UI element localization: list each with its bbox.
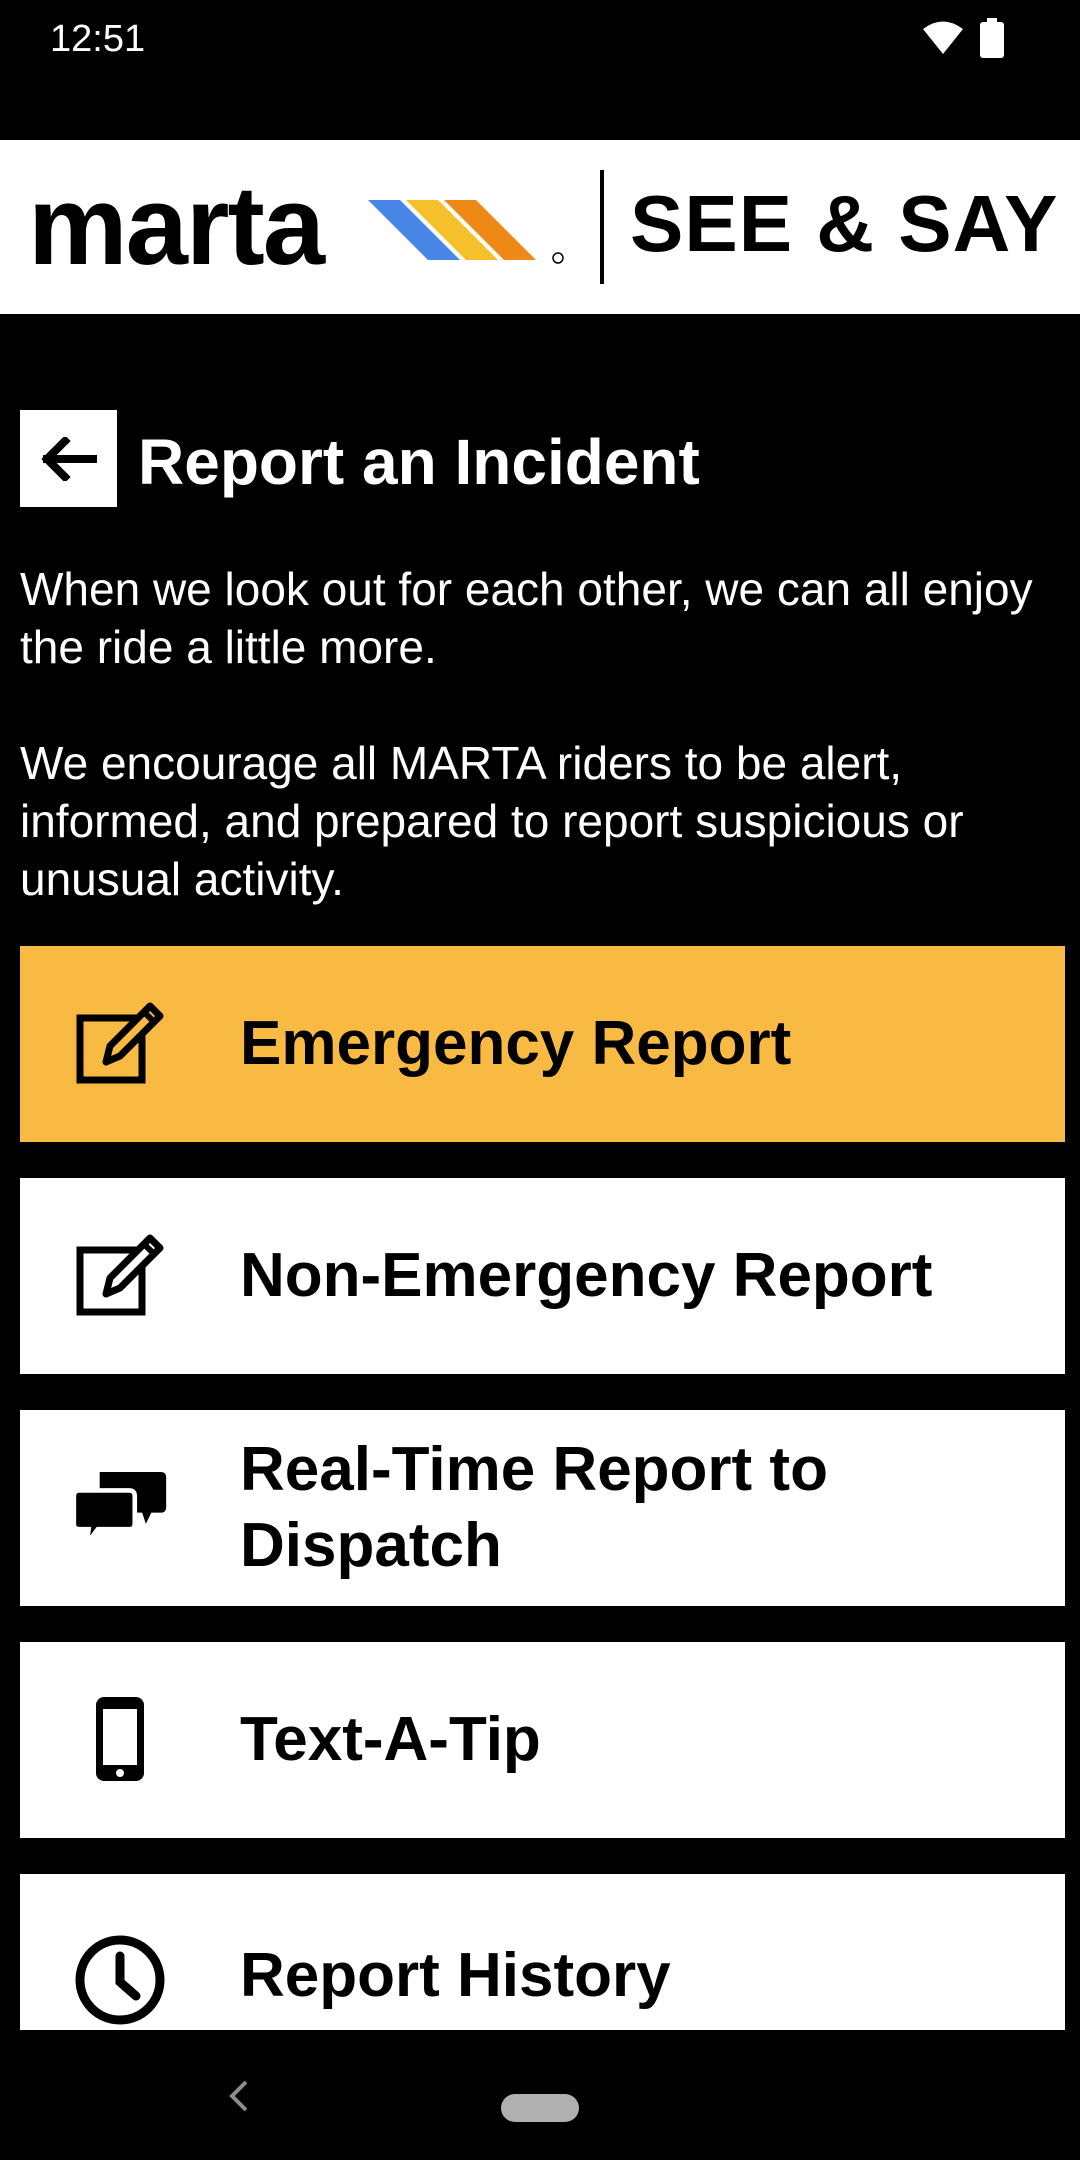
nav-home-pill[interactable] xyxy=(501,2094,579,2122)
action-label: Emergency Report xyxy=(240,1009,792,1078)
report-history-button[interactable] xyxy=(20,1874,1065,2030)
header-tagline: SEE & SAY xyxy=(630,179,1059,268)
intro-paragraph: We encourage all MARTA riders to be alert, informed, and prepared to report suspicious or unusual activity. xyxy=(20,737,964,905)
status-time: 12:51 xyxy=(50,18,146,60)
non-emergency-report-button[interactable] xyxy=(20,1178,1065,1374)
battery-icon xyxy=(980,18,1004,58)
phone-icon xyxy=(72,1692,168,1788)
text-a-tip-button[interactable] xyxy=(20,1642,1065,1838)
action-label: Report History xyxy=(240,1941,671,2010)
marta-logo xyxy=(28,174,568,284)
real-time-report-button[interactable] xyxy=(20,1410,1065,1606)
nav-back-icon[interactable] xyxy=(220,2076,260,2116)
app-header xyxy=(0,140,1080,314)
action-label: Text-A-Tip xyxy=(240,1705,541,1774)
emergency-report-button[interactable] xyxy=(20,946,1065,1142)
edit-icon xyxy=(72,996,168,1092)
header-divider xyxy=(600,170,604,284)
clock-icon xyxy=(72,1932,168,2028)
chat-icon xyxy=(72,1460,168,1556)
intro-text xyxy=(20,560,1070,966)
status-bar xyxy=(0,0,1080,140)
page-title: Report an Incident xyxy=(138,426,700,498)
system-nav-bar xyxy=(0,2030,1080,2160)
wifi-icon xyxy=(922,20,964,56)
action-label: Non-Emergency Report xyxy=(240,1241,933,1310)
arrow-left-icon xyxy=(41,437,97,481)
back-button[interactable] xyxy=(20,410,117,507)
edit-icon xyxy=(72,1228,168,1324)
action-label: Real-Time Report to Dispatch xyxy=(240,1435,828,1580)
logo-text: marta xyxy=(28,174,324,284)
intro-paragraph: When we look out for each other, we can all enjoy the ride a little more. xyxy=(20,563,1033,673)
